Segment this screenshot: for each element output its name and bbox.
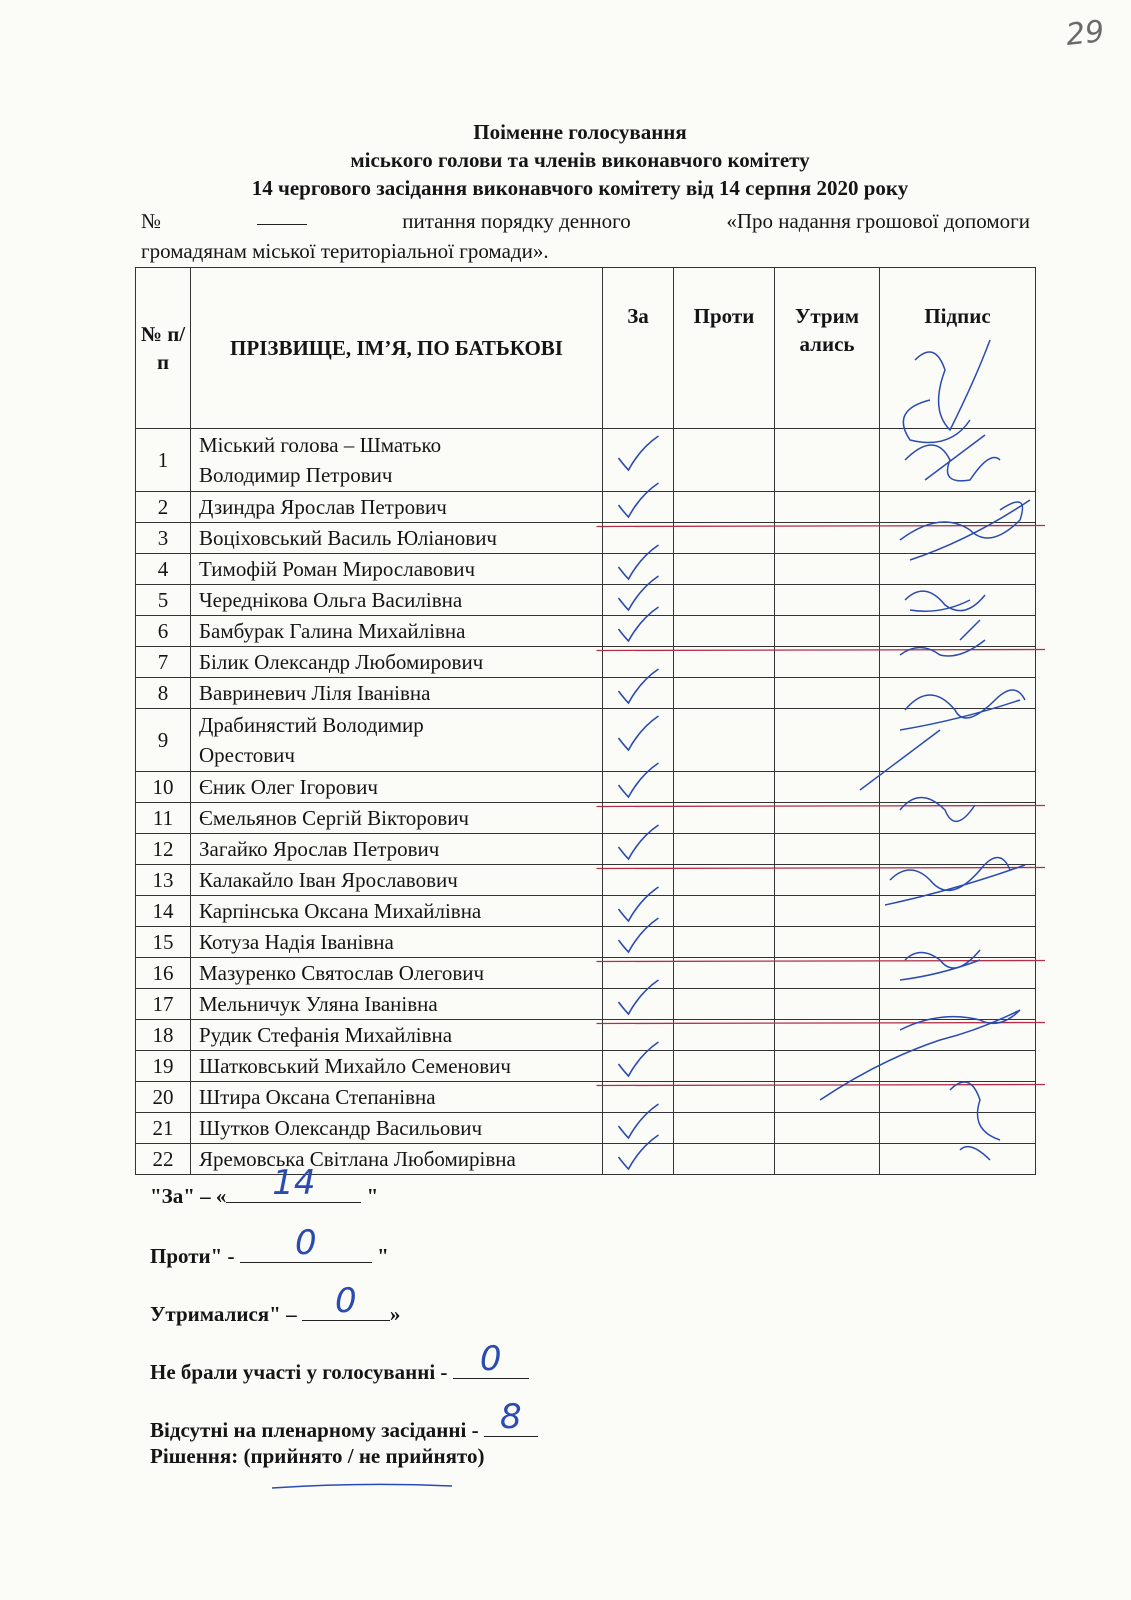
row-name [191,772,603,803]
decision-options: (прийнято / не прийнято) [243,1444,485,1468]
decision [150,1444,484,1469]
table-row [136,927,1036,958]
row-name [191,1113,603,1144]
row-name-line1: Міський голова – Шматько [199,433,442,457]
total-not-voted-field [453,1339,529,1379]
row-name-line1: Шутков Олександр Васильович [199,1116,483,1140]
row-yes-cell [603,429,674,492]
row-number: 18 [136,1020,191,1051]
table-row [136,492,1036,523]
row-name-line1: Калакайло Іван Ярославович [199,868,458,892]
row-number: 9 [136,709,191,772]
row-name [191,1051,603,1082]
row-name [191,803,603,834]
total-abstain-field [302,1281,390,1321]
row-abstain-cell [775,958,880,989]
table-row [136,1113,1036,1144]
row-name [191,709,603,772]
row-yes-cell [603,585,674,616]
table-row [136,1051,1036,1082]
row-against-cell [674,523,775,554]
row-yes-cell [603,896,674,927]
row-name [191,865,603,896]
row-against-cell [674,1113,775,1144]
total-yes-label: "За" – « [150,1184,227,1208]
row-name-line1: Череднікова Ольга Василівна [199,588,463,612]
row-number: 16 [136,958,191,989]
total-not-voted [150,1339,529,1385]
row-name [191,927,603,958]
row-yes-cell [603,678,674,709]
row-number: 22 [136,1144,191,1175]
table-row [136,1020,1036,1051]
row-against-cell [674,834,775,865]
row-signature-cell [880,803,1036,834]
row-signature-cell [880,896,1036,927]
row-number: 8 [136,678,191,709]
row-name-line1: Штира Оксана Степанівна [199,1085,436,1109]
row-name-line1: Воціховський Василь Юліанович [199,526,497,550]
row-number: 15 [136,927,191,958]
row-name-line2: Володимир Петрович [199,463,393,487]
table-row [136,585,1036,616]
row-name-line1: Вавриневич Ліля Іванівна [199,681,431,705]
header-yes: За [603,268,674,429]
total-absent-value: 8 [500,1397,522,1437]
row-name-line1: Загайко Ярослав Петрович [199,837,440,861]
table-row [136,1082,1036,1113]
row-against-cell [674,585,775,616]
row-yes-cell [603,647,674,678]
row-abstain-cell [775,616,880,647]
row-abstain-cell [775,927,880,958]
total-abstain [150,1281,401,1327]
row-abstain-cell [775,1113,880,1144]
row-signature-cell [880,989,1036,1020]
row-number: 4 [136,554,191,585]
row-abstain-cell [775,1051,880,1082]
row-name-line1: Дзиндра Ярослав Петрович [199,495,447,519]
row-name-line1: Карпінська Оксана Михайлівна [199,899,482,923]
row-yes-cell [603,958,674,989]
row-name-line1: Білик Олександр Любомирович [199,650,484,674]
row-name [191,429,603,492]
row-abstain-cell [775,678,880,709]
row-name [191,616,603,647]
row-signature-cell [880,616,1036,647]
header-against: Проти [674,268,775,429]
row-number: 12 [136,834,191,865]
row-against-cell [674,1051,775,1082]
row-name [191,647,603,678]
row-abstain-cell [775,1020,880,1051]
row-number: 14 [136,896,191,927]
row-name [191,989,603,1020]
row-number: 1 [136,429,191,492]
row-against-cell [674,647,775,678]
table-row [136,834,1036,865]
row-abstain-cell [775,896,880,927]
row-signature-cell [880,523,1036,554]
row-signature-cell [880,585,1036,616]
row-against-cell [674,989,775,1020]
row-against-cell [674,616,775,647]
row-yes-cell [603,803,674,834]
row-against-cell [674,772,775,803]
row-name-line1: Рудик Стефанія Михайлівна [199,1023,453,1047]
row-yes-cell [603,709,674,772]
row-name-line1: Мельничук Уляна Іванівна [199,992,438,1016]
row-name-line1: Шатковський Михайло Семенович [199,1054,511,1078]
row-abstain-cell [775,772,880,803]
total-against-end: " [371,1244,389,1268]
row-number: 21 [136,1113,191,1144]
total-absent-label: Відсутні на пленарному засіданні - [150,1418,484,1442]
row-abstain-cell [775,429,880,492]
total-absent [150,1397,538,1443]
row-against-cell [674,554,775,585]
header-abstain: Утрим ались [775,268,880,429]
header-number: № п/п [136,268,191,429]
row-against-cell [674,958,775,989]
agenda-number-blank [257,206,307,225]
row-name [191,585,603,616]
row-yes-cell [603,1144,674,1175]
row-yes-cell [603,772,674,803]
row-abstain-cell [775,647,880,678]
row-signature-cell [880,647,1036,678]
total-yes-end: " [361,1184,379,1208]
total-not-voted-label: Не брали участі у голосуванні - [150,1360,453,1384]
row-name-line1: Ємельянов Сергій Вікторович [199,806,469,830]
total-abstain-end: » [389,1302,401,1326]
row-yes-cell [603,1051,674,1082]
total-abstain-label: Утрималися" – [150,1302,302,1326]
row-signature-cell [880,554,1036,585]
row-name-line1: Тимофій Роман Мирославович [199,557,476,581]
row-abstain-cell [775,554,880,585]
row-yes-cell [603,616,674,647]
agenda-title-part2: громадянам міської територіальної громади». [141,239,549,263]
row-against-cell [674,1082,775,1113]
row-name [191,678,603,709]
row-name-line1: Мазуренко Святослав Олегович [199,961,485,985]
row-yes-cell [603,834,674,865]
row-abstain-cell [775,803,880,834]
agenda-phrase: питання порядку денного [402,209,631,233]
row-abstain-cell [775,492,880,523]
row-name [191,896,603,927]
row-against-cell [674,927,775,958]
decision-underline [272,1484,452,1488]
table-row [136,865,1036,896]
row-signature-cell [880,429,1036,492]
row-name-line1: Яремовська Світлана Любомирівна [199,1147,516,1171]
row-number: 3 [136,523,191,554]
row-name [191,1020,603,1051]
row-yes-cell [603,1082,674,1113]
total-abstain-value: 0 [335,1281,357,1321]
row-signature-cell [880,772,1036,803]
row-number: 7 [136,647,191,678]
agenda-title-part1: «Про надання грошової допомоги [726,209,1030,233]
row-abstain-cell [775,1082,880,1113]
row-signature-cell [880,865,1036,896]
row-abstain-cell [775,1144,880,1175]
total-against-value: 0 [294,1223,317,1263]
row-number: 13 [136,865,191,896]
row-signature-cell [880,709,1036,772]
vote-table [135,267,1036,1175]
row-number: 11 [136,803,191,834]
row-signature-cell [880,1113,1036,1144]
row-abstain-cell [775,585,880,616]
row-signature-cell [880,927,1036,958]
row-abstain-cell [775,709,880,772]
row-signature-cell [880,492,1036,523]
row-abstain-cell [775,834,880,865]
row-against-cell [674,896,775,927]
row-abstain-cell [775,865,880,896]
row-number: 6 [136,616,191,647]
row-name [191,958,603,989]
total-against-field [240,1223,372,1263]
table-row [136,709,1036,772]
header-name: ПРІЗВИЩЕ, ІМ’Я, ПО БАТЬКОВІ [191,268,603,429]
row-yes-cell [603,1020,674,1051]
row-yes-cell [603,927,674,958]
row-against-cell [674,678,775,709]
header-signature: Підпис [880,268,1036,429]
row-name-line1: Єник Олег Ігорович [199,775,378,799]
row-name [191,492,603,523]
agenda-item [141,206,1030,266]
table-row [136,896,1036,927]
table-row [136,554,1036,585]
table-row [136,429,1036,492]
row-name [191,834,603,865]
row-against-cell [674,865,775,896]
total-against-label: Проти" - [150,1244,240,1268]
total-yes-value: 14 [272,1163,316,1203]
row-against-cell [674,1020,775,1051]
row-yes-cell [603,492,674,523]
row-signature-cell [880,1051,1036,1082]
row-against-cell [674,709,775,772]
row-signature-cell [880,1020,1036,1051]
table-row [136,616,1036,647]
row-against-cell [674,492,775,523]
row-signature-cell [880,1082,1036,1113]
row-number: 17 [136,989,191,1020]
row-name-line1: Котуза Надія Іванівна [199,930,394,954]
row-yes-cell [603,989,674,1020]
table-row [136,772,1036,803]
row-number: 20 [136,1082,191,1113]
row-yes-cell [603,523,674,554]
row-signature-cell [880,834,1036,865]
row-number: 10 [136,772,191,803]
table-row [136,678,1036,709]
decision-label: Рішення: [150,1444,244,1468]
table-row [136,647,1036,678]
row-name-line2: Орестович [199,743,295,767]
doc-subtitle: міського голови та членів виконавчого комітету [350,148,810,172]
row-name [191,554,603,585]
row-yes-cell [603,865,674,896]
total-absent-field [484,1397,538,1437]
table-row [136,989,1036,1020]
row-against-cell [674,1144,775,1175]
row-signature-cell [880,1144,1036,1175]
row-abstain-cell [775,523,880,554]
row-name-line1: Бамбурак Галина Михайлівна [199,619,466,643]
table-header-row [136,268,1036,429]
doc-meeting-line: 14 чергового засідання виконавчого комітету від 14 серпня 2020 року [251,176,909,200]
table-row [136,803,1036,834]
agenda-number-label: № [141,209,162,233]
row-against-cell [674,803,775,834]
total-against [150,1223,389,1269]
table-row [136,523,1036,554]
row-abstain-cell [775,989,880,1020]
row-against-cell [674,429,775,492]
row-name-line1: Драбинястий Володимир [199,713,424,737]
row-yes-cell [603,1113,674,1144]
doc-title: Поіменне голосування [473,120,687,144]
table-row [136,958,1036,989]
row-signature-cell [880,678,1036,709]
page-number: 29 [1064,14,1106,53]
row-number: 5 [136,585,191,616]
row-number: 19 [136,1051,191,1082]
row-signature-cell [880,958,1036,989]
total-not-voted-value: 0 [479,1339,502,1379]
row-name [191,1082,603,1113]
total-yes-field [226,1163,361,1203]
total-yes [150,1163,379,1209]
row-number: 2 [136,492,191,523]
row-name [191,523,603,554]
row-yes-cell [603,554,674,585]
